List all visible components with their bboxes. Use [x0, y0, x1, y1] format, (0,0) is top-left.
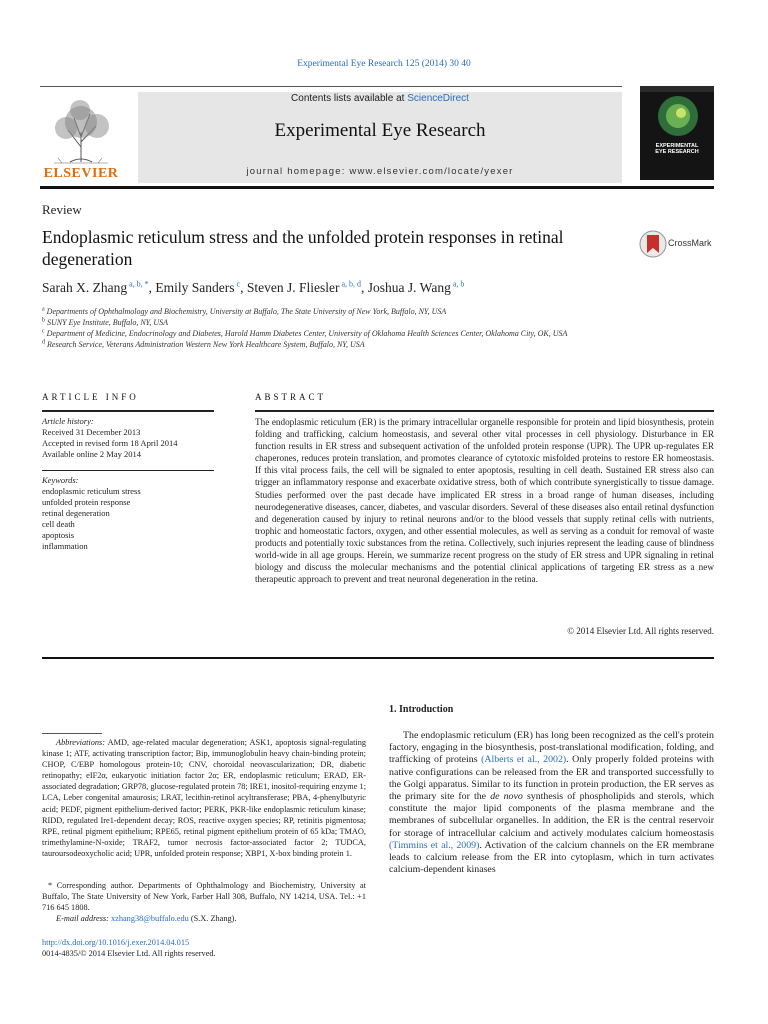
- keywords: [42, 475, 214, 552]
- history-accepted: Accepted in revised form 18 April 2014: [42, 438, 178, 448]
- contents-line: [138, 93, 622, 104]
- issn-line: 0014-4835/© 2014 Elsevier Ltd. All rights reserved.: [42, 949, 216, 958]
- intro-text-part: . Only properly folded proteins with native configurations can be released from the ER and transported successfully to the Golgi apparatus. Similar to its function in protein production, the ER serves as the primary site for the: [389, 754, 714, 803]
- affiliation-mark: b: [42, 317, 45, 324]
- affiliation-item: [42, 328, 662, 339]
- header-rule-thick: [40, 186, 714, 189]
- intro-text-part: synthesis of phospholipids and sterols, which constitute the major lipid components of the plasma membrane and the membranes of subcellular organelles. In addition, the ER is the central reservoir for storage of intracellular calcium and actively modulates calcium homeostasis: [389, 791, 714, 839]
- affiliation-mark: c: [42, 328, 45, 335]
- keyword-item: endoplasmic reticulum stress: [42, 486, 141, 496]
- journal-title: Experimental Eye Research: [274, 120, 486, 141]
- article-info-label: ARTICLE INFO: [42, 392, 139, 402]
- email-suffix: (S.X. Zhang).: [188, 914, 237, 923]
- author-affiliation-marks[interactable]: c: [234, 279, 241, 289]
- affiliation-text: Research Service, Veterans Administration Western New York Healthcare System, Buffalo, NY, USA: [45, 340, 365, 349]
- introduction-paragraph: [389, 730, 714, 876]
- author-separator: ,: [240, 280, 247, 295]
- article-history: [42, 416, 214, 460]
- affiliation-item: [42, 306, 662, 317]
- author-name: Emily Sanders: [155, 280, 235, 295]
- affiliation-list: [42, 306, 662, 350]
- abstract-label: ABSTRACT: [255, 392, 327, 402]
- corresponding-author-footnote: * Corresponding author. Departments of Ophthalmology and Biochemistry, University at Buffalo, The State University of New York, Farber Hall 308, Buffalo, NY 14214, USA. Tel.: +1 716 645 1808.: [42, 881, 366, 913]
- abstract-bottom-rule: [42, 657, 714, 659]
- keywords-label: Keywords:: [42, 475, 79, 485]
- intro-text-part: . Activation of the calcium channels on the ER membrane leads to calcium release from the ER into cytoplasm, which in turn activates calcium-dependent kinases: [389, 839, 714, 876]
- cover-title-1: EXPERIMENTAL: [655, 143, 699, 149]
- keyword-item: cell death: [42, 519, 75, 529]
- affiliation-text: Department of Medicine, Endocrinology and Diabetes, Harold Hamm Diabetes Center, University of Oklahoma Health Sciences Center, Oklahoma City, OK, USA: [44, 329, 568, 338]
- author-name: Joshua J. Wang: [367, 280, 451, 295]
- author-name: Steven J. Fliesler: [246, 280, 340, 295]
- abbreviations-text: AMD, age-related macular degeneration; ASK1, apoptosis signal-regulating kinase 1; ATF, activating transcription factor; Bip, immunoglobulin heavy chain-binding protein; CHOP, C/EBP homologous protein-10; CNV, choroidal neovascularization; DR, diabetic retinopathy; eIF2α, eukaryotic initiation factor 2α; ER, endoplasmic reticulum; ERAD, ER-associated degradation; GRP78, glucose-regulated protein 78; IRE1, inositol-requiring enzyme 1; LCA, Leber congenital amaurosis; LRAT, lecithin-retinol acyltransferase; PBA, 4-phenylbutyric acid; PEDF, pigment epithelium-derived factor; PERK, PKR-like endoplasmic reticulum kinase; RIDD, regulated Ire1-dependent decay; ROS, reactive oxygen species; RP, retinitis pigmentosa; RPE, retinal pigment epithelium; RPE65, retinal pigment epithelium protein of 65 kDa; TMAO, trimethylamine-N-oxide; TRAF2, tumor necrosis factor-associated factor 2; TUDCA, tauroursodeoxycholic acid; UPR, unfolded protein response; XBP1, X-box binding protein 1.: [42, 738, 366, 858]
- author-separator: ,: [148, 280, 156, 295]
- reference-link[interactable]: (Alberts et al., 2002): [481, 754, 567, 766]
- abstract-rule: [255, 410, 714, 412]
- author-affiliation-marks[interactable]: a, b, *: [127, 279, 149, 289]
- crossmark-label[interactable]: CrossMark: [668, 238, 712, 248]
- intro-text-italic: de novo: [490, 791, 523, 803]
- abstract-copyright: © 2014 Elsevier Ltd. All rights reserved.: [567, 626, 714, 636]
- abbreviations-label: Abbreviations:: [56, 738, 106, 747]
- author-affiliation-marks[interactable]: a, b: [450, 279, 465, 289]
- email-label: E-mail address:: [56, 914, 109, 923]
- contents-prefix: Contents lists available at: [291, 93, 405, 104]
- author-separator: ,: [361, 280, 368, 295]
- article-type: Review: [42, 202, 82, 217]
- journal-citation[interactable]: Experimental Eye Research 125 (2014) 30 40: [297, 59, 471, 69]
- cover-eye-icon: [640, 86, 714, 180]
- reference-link[interactable]: (Timmins et al., 2009): [389, 839, 480, 851]
- affiliation-mark: d: [42, 339, 45, 346]
- article-title: Endoplasmic reticulum stress and the unfolded protein responses in retinal degeneration: [42, 227, 564, 269]
- keywords-rule: [42, 470, 214, 471]
- keyword-item: apoptosis: [42, 530, 75, 540]
- history-received: Received 31 December 2013: [42, 427, 141, 437]
- cover-title-2: EYE RESEARCH: [655, 149, 699, 155]
- affiliation-item: [42, 339, 662, 350]
- section-heading-introduction: 1. Introduction: [389, 704, 454, 715]
- affiliation-text: SUNY Eye Institute, Buffalo, NY, USA: [45, 318, 169, 327]
- author-affiliation-marks[interactable]: a, b, d: [339, 279, 362, 289]
- affiliation-mark: a: [42, 306, 45, 313]
- email-link[interactable]: xzhang38@buffalo.edu: [111, 914, 189, 923]
- journal-cover[interactable]: [640, 86, 714, 180]
- doi-link[interactable]: http://dx.doi.org/10.1016/j.exer.2014.04.015: [42, 938, 190, 947]
- crossmark-icon[interactable]: [638, 229, 668, 259]
- publisher-logo-text: ELSEVIER: [43, 166, 119, 181]
- keyword-item: retinal degeneration: [42, 508, 110, 518]
- author-name: Sarah X. Zhang: [42, 280, 128, 295]
- history-label: Article history:: [42, 416, 94, 426]
- intro-text-part: The endoplasmic reticulum (ER) has long been recognized as the cell's protein factory, engaging in the biosynthesis, post-translational modification, folding, and trafficking of proteins: [389, 730, 714, 766]
- author-list: [42, 280, 662, 296]
- keyword-item: inflammation: [42, 541, 88, 551]
- history-online: Available online 2 May 2014: [42, 449, 141, 459]
- article-info-rule: [42, 410, 214, 412]
- sciencedirect-link[interactable]: ScienceDirect: [407, 93, 469, 104]
- affiliation-text: Departments of Ophthalmology and Biochemistry, University at Buffalo, The State University of New York, Buffalo, NY, USA: [44, 307, 447, 316]
- abstract-text: The endoplasmic reticulum (ER) is the primary intracellular organelle responsible for protein and lipid biosynthesis, protein folding and trafficking, calcium homeostasis, and several other vital processes in cell physiology. Disturbance in ER function results in ER stress and subsequent activation of the unfolded protein response (UPR). The UPR up-regulates ER chaperones, reduces protein translation, and promotes clearance of cytotoxic misfolded proteins to restore ER homeostasis. If this vital process fails, the cell will be signaled to enter apoptosis, resulting in cell death. Sustained ER stress also can trigger an inflammatory response and exacerbate oxidative stress, both of which contribute synergistically to tissue damage. Studies performed over the past decade have implicated ER stress in a broad range of human diseases, including neurodegenerative diseases, cancer, diabetes, and vascular disorders. Several of these diseases also entail retinal dysfunction and degeneration caused by injury to retinal neurons and/or to the blood vessels that supply retinal cells with nutrients, trophic and homeostatic factors, oxygen, and other essential molecules, as well as serving as a conduit for removal of waste products and potentially toxic substances from the retina. Collectively, such injuries represent the leading cause of blindness world-wide in all age groups. Herein, we summarize recent progress on the study of ER stress and UPR signaling in retinal biology and discuss the molecular mechanisms and the potential clinical applications of targeting ER stress as a new therapeutic approach to prevent and treat neuronal degeneration in the retina.: [255, 417, 714, 585]
- abbreviations-footnote: [42, 737, 366, 859]
- email-footnote: [42, 913, 366, 924]
- keyword-item: unfolded protein response: [42, 497, 131, 507]
- header-rule-thin: [40, 86, 622, 87]
- journal-homepage[interactable]: journal homepage: www.elsevier.com/locate/yexer: [246, 166, 514, 177]
- footnote-rule: [42, 733, 102, 734]
- affiliation-item: [42, 317, 662, 328]
